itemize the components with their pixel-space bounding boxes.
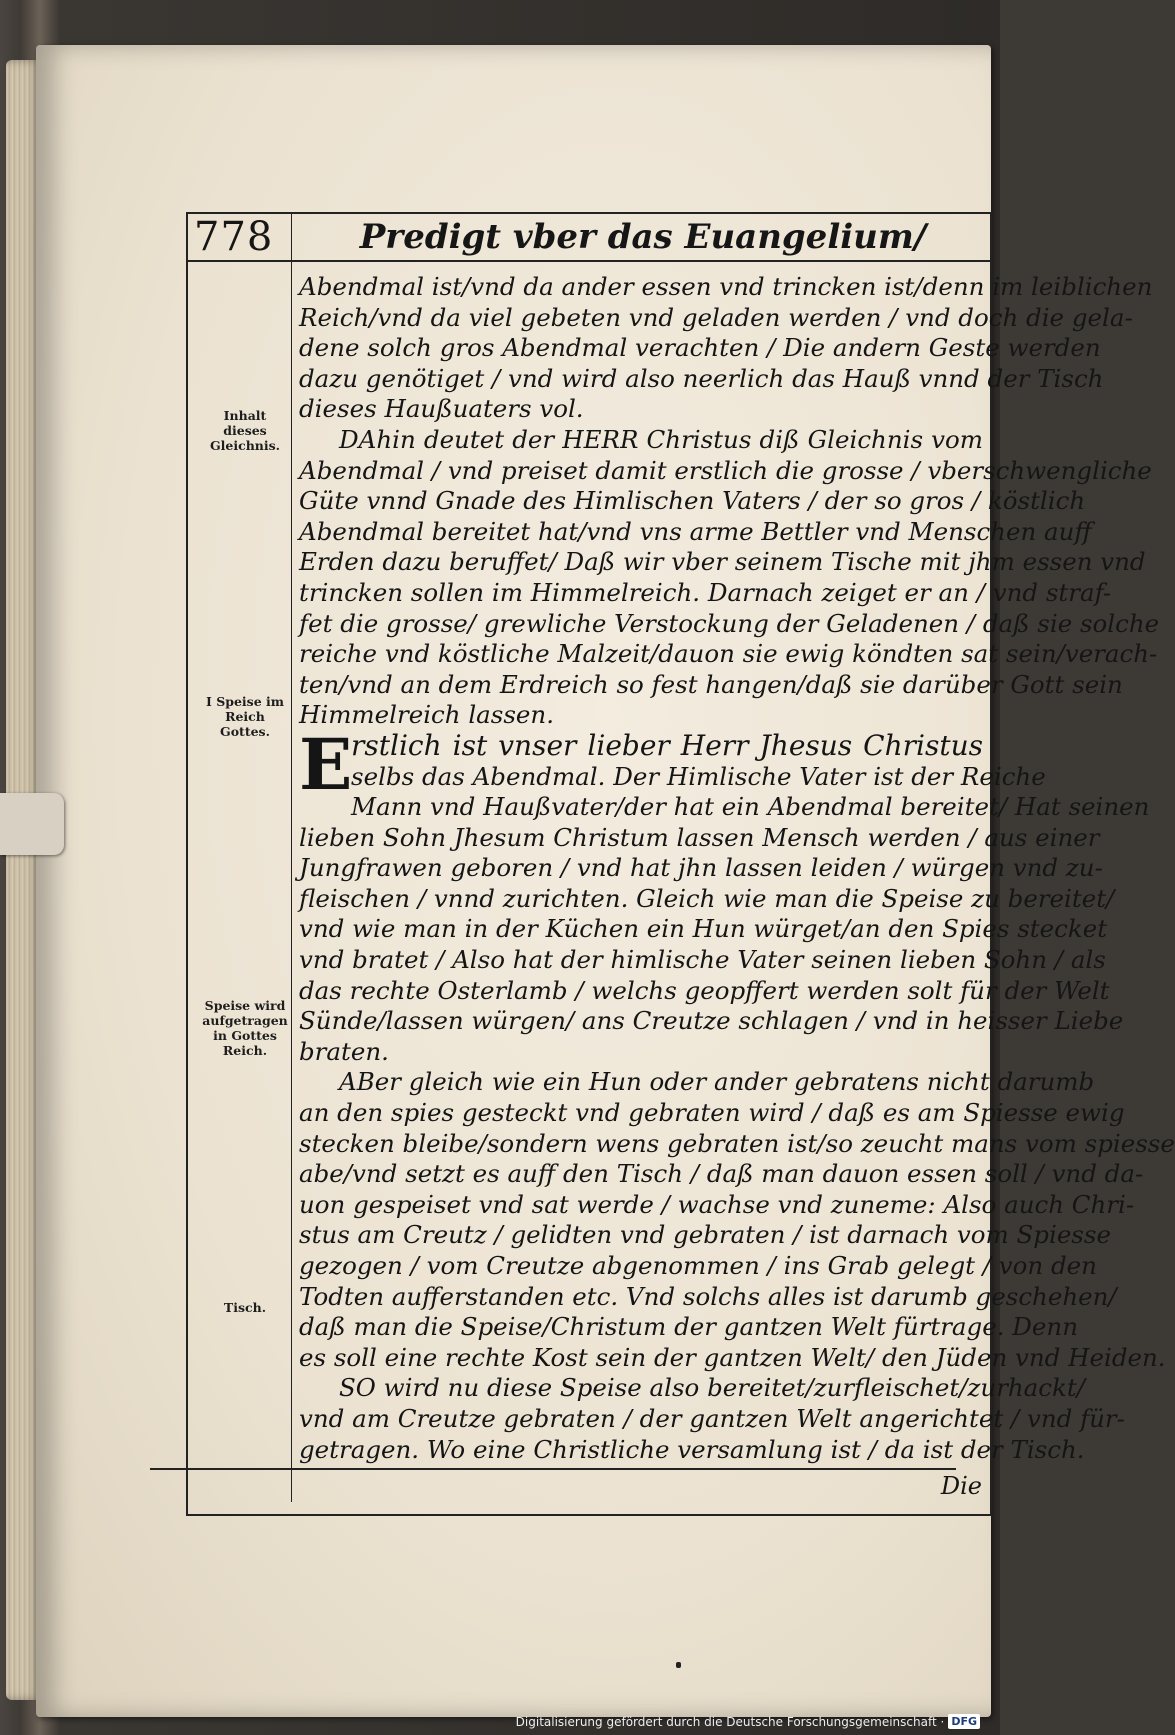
text-line: DAhin deutet der HERR Christus diß Gleichnis vom — [339, 424, 983, 454]
dfg-logo-icon: DFG — [948, 1714, 980, 1729]
drop-capital: E — [299, 722, 353, 806]
digitization-footer — [516, 1714, 980, 1729]
text-line: Jungfrawen geboren / vnd hat jhn lassen leiden / würgen vnd zu- — [299, 853, 1103, 883]
body-text — [299, 272, 1175, 1465]
text-line: Reich/vnd da viel gebeten vnd geladen werden / vnd doch die gela- — [299, 302, 1133, 332]
text-line: Sünde/lassen würgen/ ans Creutze schlagen / vnd in heisser Liebe — [299, 1006, 1124, 1036]
text-line: lieben Sohn Jhesum Christum lassen Mensch werden / aus einer — [299, 822, 1100, 852]
text-line: Abendmal bereitet hat/vnd vns arme Bettler vnd Menschen auff — [299, 516, 1092, 546]
page-number: 778 — [194, 214, 274, 260]
margin-notes — [190, 260, 290, 1500]
text-line: ABer gleich wie ein Hun oder ander gebratens nicht darumb — [339, 1067, 1095, 1097]
text-line: rstlich ist vnser lieber Herr Jhesus Christus — [351, 728, 983, 762]
text-line: selbs das Abendmal. Der Himlische Vater ist der Reiche — [351, 761, 1046, 791]
text-line: getragen. Wo eine Christliche versamlung ist / da ist der Tisch. — [299, 1434, 1085, 1464]
ink-speck — [676, 1662, 681, 1668]
margin-note: Speise wird aufgetragen in Gottes Reich. — [202, 998, 288, 1058]
book-page — [36, 45, 1175, 1717]
text-line: an den spies gesteckt vnd gebraten wird / daß es am Spiesse ewig — [299, 1098, 1125, 1128]
text-line: ten/vnd an dem Erdreich so fest hangen/daß sie darüber Gott sein — [299, 669, 1123, 699]
text-line: Güte vnnd Gnade des Himlischen Vaters / der so gros / köstlich — [299, 486, 1086, 516]
text-line: vnd bratet / Also hat der himlische Vater seinen lieben Sohn / als — [299, 945, 1106, 975]
bottom-rule — [150, 1468, 956, 1470]
margin-column-rule — [291, 214, 292, 1502]
text-line: vnd am Creutze gebraten / der gantzen Welt angerichtet / vnd für- — [299, 1403, 1125, 1433]
text-line: fet die grosse/ grewliche Verstockung der Geladenen / daß sie solche — [299, 608, 1160, 638]
text-line: SO wird nu diese Speise also bereitet/zurfleischet/zurhackt/ — [339, 1373, 1085, 1403]
text-line: Erden dazu beruffet/ Daß wir vber seinem Tische mit jhm essen vnd — [299, 547, 1146, 577]
margin-note: I Speise im Reich Gottes. — [206, 694, 284, 739]
header-rule — [188, 260, 990, 262]
running-head: Predigt vber das Euangelium/ — [359, 217, 927, 257]
catchword: Die — [940, 1472, 982, 1500]
text-line: daß man die Speise/Christum der gantzen Welt fürtrage. Denn — [299, 1312, 1078, 1342]
text-line: es soll eine rechte Kost sein der gantzen Welt/ den Jüden vnd Heiden. — [299, 1342, 1166, 1372]
text-line: Todten aufferstanden etc. Vnd solchs alles ist darumb geschehen/ — [299, 1281, 1117, 1311]
text-line: stus am Creutz / gelidten vnd gebraten / ist darnach vom Spiesse — [299, 1220, 1111, 1250]
text-line: Himmelreich lassen. — [299, 700, 554, 730]
text-line: Abendmal ist/vnd da ander essen vnd trincken ist/denn im leiblichen — [299, 272, 1153, 301]
text-line: reiche vnd köstliche Malzeit/dauon sie ewig köndten sat sein/verach- — [299, 639, 1158, 669]
text-frame — [186, 212, 1175, 1516]
margin-note: Tisch. — [223, 1300, 267, 1315]
text-line: stecken bleibe/sondern wens gebraten ist/so zeucht mans vom spiesse — [299, 1128, 1175, 1158]
text-line: gezogen / vom Creutze abgenommen / ins Grab gelegt / von den — [299, 1251, 1097, 1280]
text-line: dene solch gros Abendmal verachten / Die andern Geste werden — [299, 333, 1101, 363]
text-line: uon gespeiset vnd sat werde / wachse vnd zuneme: Also auch Chri- — [299, 1189, 1135, 1219]
text-line: braten. — [299, 1036, 389, 1066]
text-line: das rechte Osterlamb / welchs geopffert werden solt für der Welt — [299, 975, 1110, 1005]
text-line: fleischen / vnnd zurichten. Gleich wie man die Speise zu bereitet/ — [299, 883, 1115, 913]
text-line: vnd wie man in der Küchen ein Hun würget/an den Spies stecket — [299, 914, 1108, 944]
text-line: dieses Haußuaters vol. — [299, 394, 584, 424]
text-line: abe/vnd setzt es auff den Tisch / daß man dauon essen soll / vnd da- — [299, 1159, 1144, 1189]
text-line: Abendmal / vnd preiset damit erstlich die grosse / vberschwengliche — [299, 455, 1152, 485]
footer-credit: Digitalisierung gefördert durch die Deutsche Forschungsgemeinschaft · — [515, 1714, 945, 1729]
bookmark-tab — [0, 793, 64, 855]
paragraph-with-initial — [299, 722, 1046, 806]
text-line: dazu genötiget / vnd wird also neerlich das Hauß vnnd der Tisch — [299, 363, 1104, 393]
margin-note: Inhalt dieses Gleichnis. — [209, 408, 281, 453]
text-line: Mann vnd Haußvater/der hat ein Abendmal bereitet/ Hat seinen — [351, 792, 1150, 822]
text-line: trincken sollen im Himmelreich. Darnach zeiget er an / vnd straf- — [299, 577, 1112, 607]
